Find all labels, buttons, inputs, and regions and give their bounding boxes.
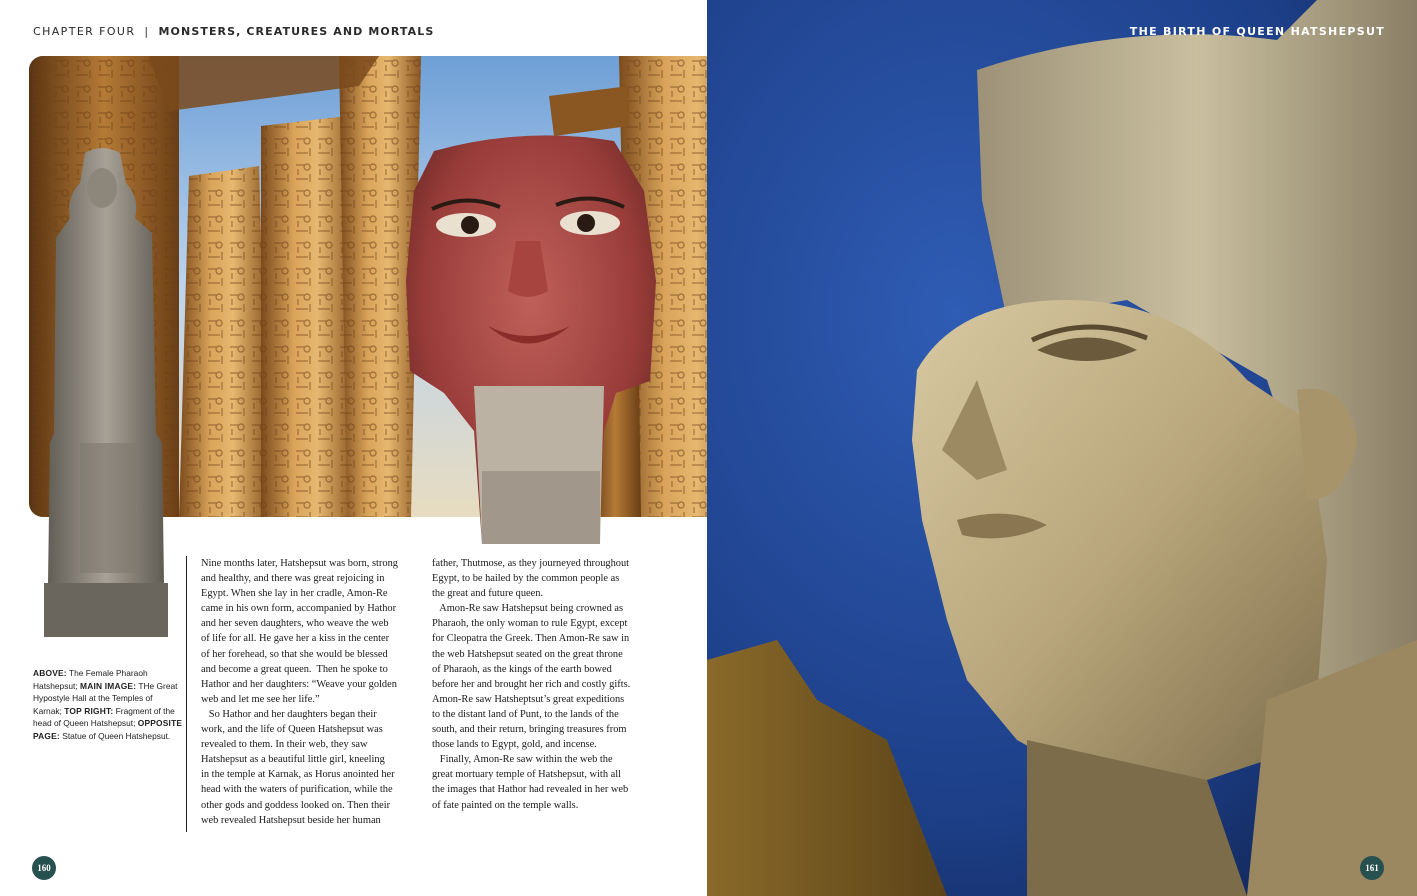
caption-top-right-text: Fragment of the head of Queen Hatshepsut;: [33, 705, 175, 729]
body-line: in the temple at Karnak, as Horus anointed her: [201, 769, 395, 781]
hatshepsut-head-fragment-photo: [404, 131, 658, 544]
page-number-badge-right: 161: [1360, 856, 1384, 880]
body-line: Hatshepsut as a beautiful little girl, kneeling: [201, 754, 385, 766]
body-line: of fate painted on the temple walls.: [432, 799, 579, 811]
body-line: head with the waters of purification, while the: [201, 784, 393, 796]
body-line: Hathor and her daughters: “Weave your golden: [201, 678, 397, 690]
caption-main-label: MAIN IMAGE:: [80, 680, 137, 691]
seated-statue-photo: [40, 143, 168, 637]
caption-above-label: ABOVE:: [33, 668, 67, 678]
body-line: web and let me see her life.”: [201, 693, 320, 705]
body-line: to the distant land of Punt, to the lands of the: [432, 708, 619, 720]
article-running-title: THE BIRTH OF QUEEN HATSHEPSUT: [1129, 25, 1385, 38]
body-line: work, and the life of Queen Hatshepsut was: [201, 724, 383, 736]
body-line: those lands to Egypt, gold, and incense.: [432, 739, 597, 751]
body-line: of Pharaoh, as the kings of the earth bowed: [432, 663, 612, 675]
hatshepsut-statue-photo: [707, 0, 1417, 896]
left-page: [0, 0, 707, 896]
body-text-column-1: [201, 556, 423, 828]
body-line: father, Thutmose, as they journeyed throughout: [432, 558, 630, 569]
body-line: the web Hatshepsut seated on the great throne: [432, 648, 623, 660]
chapter-title: MONSTERS, CREATURES AND MORTALS: [158, 25, 435, 38]
body-line: Pharaoh, the only woman to rule Egypt, except: [432, 618, 628, 630]
body-text-column-2: [432, 556, 652, 813]
body-line: before her and brought her rich and costly gifts.: [432, 678, 631, 690]
body-line: of life for all. He gave her a kiss in the center: [201, 633, 390, 645]
caption-main-text: THe Great Hypostyle Hall at the Temples of Karnak;: [33, 680, 178, 716]
body-line: the images that Hathor had revealed in her web: [432, 784, 629, 796]
image-caption: [33, 667, 183, 743]
body-line: for Cleopatra the Greek. Then Amon-Re saw in: [432, 633, 630, 645]
right-page: [707, 0, 1417, 896]
chapter-label: CHAPTER FOUR: [33, 25, 136, 38]
body-line: Nine months later, Hatshepsut was born, strong: [201, 558, 398, 569]
body-line: of her forehead, so that she would be blessed: [201, 648, 388, 660]
body-line: and healthy, and there was great rejoicing in: [201, 573, 385, 585]
body-line: and become a great queen. Then he spoke to: [201, 663, 388, 675]
body-line: Egypt, to be hailed by the common people as: [432, 573, 620, 585]
caption-opposite-label: OPPOSITE PAGE:: [33, 718, 183, 741]
body-line: Amon-Re saw Hatshepsut being crowned as: [432, 603, 624, 615]
caption-top-right-label: TOP RIGHT:: [64, 705, 114, 716]
body-line: great mortuary temple of Hatshepsut, with all: [432, 769, 621, 781]
caption-above-text: The Female Pharaoh Hatshepsut;: [33, 668, 148, 691]
body-line: web revealed Hatshepsut beside her human: [201, 814, 381, 826]
body-line: south, and their return, bringing treasures from: [432, 724, 627, 736]
body-line: and her seven daughters, who weave the web: [201, 618, 389, 630]
body-line: other gods and goddess looked on. Then their: [201, 799, 391, 811]
body-line: the great and future queen.: [432, 588, 544, 600]
column-rule: [186, 556, 187, 832]
chapter-running-head: [33, 25, 434, 38]
body-line: came in his own form, accompanied by Hathor: [201, 603, 397, 615]
body-line: revealed to them. In their web, they saw: [201, 739, 368, 751]
body-line: So Hathor and her daughters began their: [201, 708, 377, 720]
caption-opposite-text: Statue of Queen Hatshepsut.: [59, 730, 171, 741]
body-line: Amon-Re saw Hatsheptsut’s great expeditions: [432, 693, 625, 705]
body-line: Finally, Amon-Re saw within the web the: [432, 754, 613, 766]
page-number-badge: 160: [32, 856, 56, 880]
body-line: Egypt. When she lay in her cradle, Amon-Re: [201, 588, 388, 600]
header-separator: |: [144, 25, 150, 38]
